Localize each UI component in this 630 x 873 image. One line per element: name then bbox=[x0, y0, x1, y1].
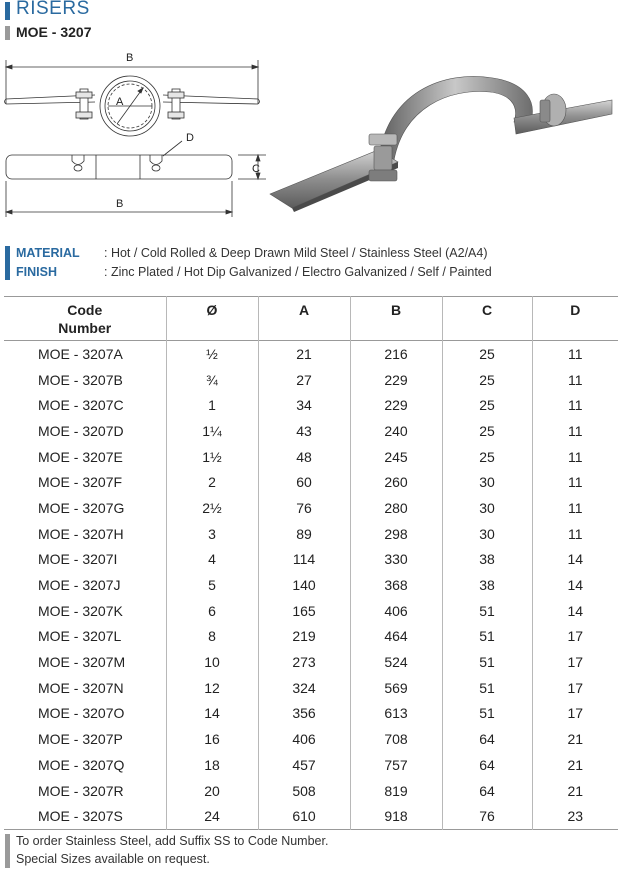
cell-b: 613 bbox=[350, 701, 442, 727]
dim-c-label: C bbox=[252, 163, 260, 175]
cell-b: 240 bbox=[350, 418, 442, 444]
cell-d: 14 bbox=[532, 598, 618, 624]
table-row bbox=[4, 598, 618, 624]
cell-a: 140 bbox=[258, 572, 350, 598]
cell-a: 508 bbox=[258, 778, 350, 804]
cell-d: 17 bbox=[532, 624, 618, 650]
cell-b: 918 bbox=[350, 803, 442, 829]
cell-d: 11 bbox=[532, 469, 618, 495]
cell-a: 324 bbox=[258, 675, 350, 701]
note-stainless: To order Stainless Steel, add Suffix SS to Code Number. bbox=[16, 834, 329, 848]
cell-d: 21 bbox=[532, 726, 618, 752]
cell-code: MOE - 3207G bbox=[38, 499, 125, 516]
cell-c: 25 bbox=[442, 418, 532, 444]
cell-a: 457 bbox=[258, 752, 350, 778]
dim-d-label: D bbox=[186, 132, 194, 144]
col-header-code bbox=[4, 297, 166, 341]
table-row bbox=[4, 624, 618, 650]
table-row bbox=[4, 572, 618, 598]
cell-diameter: 3 bbox=[166, 521, 258, 547]
cell-d: 11 bbox=[532, 392, 618, 418]
cell-d: 11 bbox=[532, 444, 618, 470]
col-header-b: B bbox=[350, 297, 442, 341]
cell-d: 17 bbox=[532, 701, 618, 727]
cell-d: 14 bbox=[532, 547, 618, 573]
cell-c: 51 bbox=[442, 624, 532, 650]
cell-d: 21 bbox=[532, 778, 618, 804]
dim-a-label: A bbox=[116, 96, 124, 108]
cell-diameter: 20 bbox=[166, 778, 258, 804]
cell-a: 43 bbox=[258, 418, 350, 444]
cell-code: MOE - 3207I bbox=[38, 551, 118, 568]
page-title: RISERS bbox=[16, 0, 90, 19]
cell-diameter: ½ bbox=[166, 341, 258, 367]
cell-code: MOE - 3207A bbox=[38, 345, 123, 362]
cell-a: 114 bbox=[258, 547, 350, 573]
cell-code: MOE - 3207B bbox=[38, 371, 123, 388]
cell-d: 11 bbox=[532, 367, 618, 393]
table-row bbox=[4, 444, 618, 470]
cell-c: 25 bbox=[442, 392, 532, 418]
specification-block bbox=[16, 244, 492, 282]
cell-a: 273 bbox=[258, 649, 350, 675]
table-row bbox=[4, 726, 618, 752]
cell-a: 60 bbox=[258, 469, 350, 495]
product-photo bbox=[268, 72, 614, 212]
cell-code: MOE - 3207H bbox=[38, 525, 124, 542]
cell-c: 51 bbox=[442, 701, 532, 727]
cell-c: 38 bbox=[442, 547, 532, 573]
product-code-title: MOE - 3207 bbox=[16, 24, 92, 40]
cell-d: 17 bbox=[532, 675, 618, 701]
cell-a: 165 bbox=[258, 598, 350, 624]
title-accent-bar bbox=[5, 2, 10, 20]
cell-a: 610 bbox=[258, 803, 350, 829]
cell-c: 51 bbox=[442, 675, 532, 701]
cell-c: 38 bbox=[442, 572, 532, 598]
cell-a: 76 bbox=[258, 495, 350, 521]
cell-a: 219 bbox=[258, 624, 350, 650]
cell-diameter: 24 bbox=[166, 803, 258, 829]
cell-diameter: 18 bbox=[166, 752, 258, 778]
table-row bbox=[4, 675, 618, 701]
table-row bbox=[4, 495, 618, 521]
cell-b: 757 bbox=[350, 752, 442, 778]
material-label: MATERIAL bbox=[16, 246, 80, 260]
cell-code: MOE - 3207P bbox=[38, 731, 123, 748]
cell-diameter: 2 bbox=[166, 469, 258, 495]
dim-b-top-label: B bbox=[126, 52, 134, 64]
note-special-sizes: Special Sizes available on request. bbox=[16, 852, 210, 866]
cell-a: 27 bbox=[258, 367, 350, 393]
table-row bbox=[4, 547, 618, 573]
cell-b: 216 bbox=[350, 341, 442, 367]
cell-code: MOE - 3207M bbox=[38, 654, 126, 671]
table-row bbox=[4, 701, 618, 727]
cell-b: 464 bbox=[350, 624, 442, 650]
cell-code: MOE - 3207R bbox=[38, 782, 124, 799]
cell-b: 524 bbox=[350, 649, 442, 675]
cell-b: 298 bbox=[350, 521, 442, 547]
cell-c: 30 bbox=[442, 521, 532, 547]
cell-a: 356 bbox=[258, 701, 350, 727]
cell-diameter: ¾ bbox=[166, 367, 258, 393]
table-row bbox=[4, 469, 618, 495]
cell-b: 229 bbox=[350, 392, 442, 418]
table-row bbox=[4, 752, 618, 778]
cell-d: 11 bbox=[532, 341, 618, 367]
cell-d: 17 bbox=[532, 649, 618, 675]
finish-label: FINISH bbox=[16, 265, 57, 279]
col-header-d: D bbox=[532, 297, 618, 341]
cell-code: MOE - 3207L bbox=[38, 628, 122, 645]
cell-d: 11 bbox=[532, 418, 618, 444]
cell-diameter: 1¼ bbox=[166, 418, 258, 444]
table-row bbox=[4, 803, 618, 829]
cell-a: 48 bbox=[258, 444, 350, 470]
cell-b: 708 bbox=[350, 726, 442, 752]
notes bbox=[16, 832, 328, 868]
cell-code: MOE - 3207C bbox=[38, 397, 124, 414]
cell-d: 21 bbox=[532, 752, 618, 778]
table-header-row bbox=[4, 297, 618, 341]
cell-c: 64 bbox=[442, 726, 532, 752]
table-row bbox=[4, 418, 618, 444]
table-row bbox=[4, 341, 618, 367]
cell-b: 569 bbox=[350, 675, 442, 701]
cell-c: 30 bbox=[442, 469, 532, 495]
cell-diameter: 12 bbox=[166, 675, 258, 701]
col-header-c: C bbox=[442, 297, 532, 341]
cell-b: 229 bbox=[350, 367, 442, 393]
cell-c: 30 bbox=[442, 495, 532, 521]
cell-b: 406 bbox=[350, 598, 442, 624]
cell-code: MOE - 3207D bbox=[38, 422, 124, 439]
table-row bbox=[4, 392, 618, 418]
cell-diameter: 1 bbox=[166, 392, 258, 418]
cell-c: 25 bbox=[442, 341, 532, 367]
col-header-code-line2: Number bbox=[58, 320, 112, 336]
col-header-diameter: Ø bbox=[166, 297, 258, 341]
table-row bbox=[4, 778, 618, 804]
dim-b-bottom-label: B bbox=[116, 198, 124, 210]
cell-b: 368 bbox=[350, 572, 442, 598]
col-header-a: A bbox=[258, 297, 350, 341]
cell-c: 25 bbox=[442, 367, 532, 393]
cell-code: MOE - 3207O bbox=[38, 705, 125, 722]
cell-c: 51 bbox=[442, 649, 532, 675]
cell-b: 280 bbox=[350, 495, 442, 521]
cell-diameter: 1½ bbox=[166, 444, 258, 470]
cell-b: 330 bbox=[350, 547, 442, 573]
dimensions-table bbox=[4, 296, 618, 830]
cell-b: 245 bbox=[350, 444, 442, 470]
cell-d: 23 bbox=[532, 803, 618, 829]
cell-code: MOE - 3207J bbox=[38, 577, 121, 594]
col-header-code-line1: Code bbox=[67, 302, 103, 318]
cell-code: MOE - 3207N bbox=[38, 679, 124, 696]
cell-b: 260 bbox=[350, 469, 442, 495]
subtitle-accent-bar bbox=[5, 26, 10, 40]
material-value: : Hot / Cold Rolled & Deep Drawn Mild Steel / Stainless Steel (A2/A4) bbox=[104, 246, 488, 260]
table-row bbox=[4, 521, 618, 547]
table-row bbox=[4, 649, 618, 675]
cell-c: 25 bbox=[442, 444, 532, 470]
finish-value: : Zinc Plated / Hot Dip Galvanized / Electro Galvanized / Self / Painted bbox=[104, 265, 492, 279]
cell-c: 51 bbox=[442, 598, 532, 624]
cell-b: 819 bbox=[350, 778, 442, 804]
cell-diameter: 5 bbox=[166, 572, 258, 598]
technical-drawing bbox=[0, 42, 268, 222]
cell-a: 21 bbox=[258, 341, 350, 367]
cell-d: 14 bbox=[532, 572, 618, 598]
cell-code: MOE - 3207K bbox=[38, 602, 123, 619]
cell-code: MOE - 3207F bbox=[38, 474, 123, 491]
cell-diameter: 2½ bbox=[166, 495, 258, 521]
cell-diameter: 16 bbox=[166, 726, 258, 752]
cell-diameter: 10 bbox=[166, 649, 258, 675]
cell-code: MOE - 3207S bbox=[38, 808, 123, 825]
cell-c: 76 bbox=[442, 803, 532, 829]
cell-diameter: 6 bbox=[166, 598, 258, 624]
cell-a: 89 bbox=[258, 521, 350, 547]
cell-d: 11 bbox=[532, 521, 618, 547]
cell-diameter: 4 bbox=[166, 547, 258, 573]
cell-a: 34 bbox=[258, 392, 350, 418]
cell-a: 406 bbox=[258, 726, 350, 752]
table-row bbox=[4, 367, 618, 393]
cell-diameter: 8 bbox=[166, 624, 258, 650]
cell-code: MOE - 3207Q bbox=[38, 756, 125, 773]
notes-accent-bar bbox=[5, 834, 10, 868]
cell-c: 64 bbox=[442, 752, 532, 778]
spec-accent-bar bbox=[5, 246, 10, 280]
cell-c: 64 bbox=[442, 778, 532, 804]
cell-d: 11 bbox=[532, 495, 618, 521]
cell-diameter: 14 bbox=[166, 701, 258, 727]
cell-code: MOE - 3207E bbox=[38, 448, 123, 465]
